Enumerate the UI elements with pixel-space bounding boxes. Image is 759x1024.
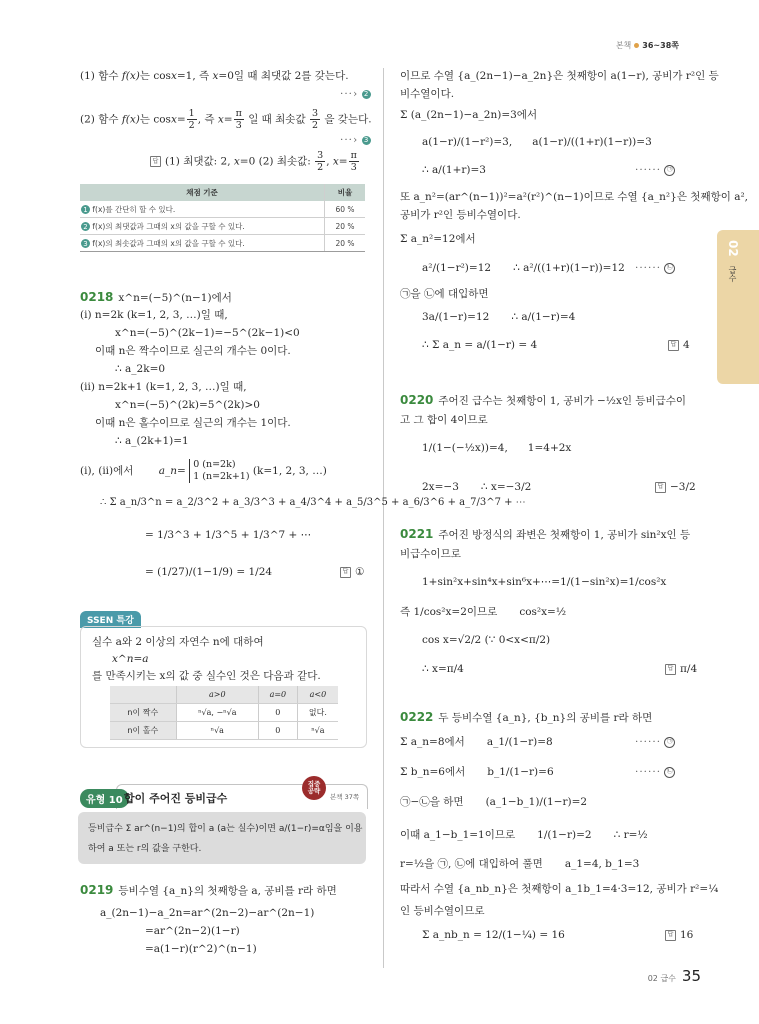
text-fragment: 집중 xyxy=(307,780,321,788)
solution-line-1 xyxy=(80,69,349,83)
text-fragment: Σ a_n=8에서 xyxy=(400,736,465,748)
text-fragment: 0 xyxy=(258,704,297,722)
problem-0219-intro xyxy=(80,883,337,898)
page-footer xyxy=(648,967,701,985)
ssen-table xyxy=(110,686,338,740)
eq-marker xyxy=(635,163,675,177)
text-fragment: π/4 xyxy=(680,663,698,675)
text-fragment: π xyxy=(235,108,242,119)
page-number: 35 xyxy=(681,967,701,985)
text-fragment: f(x)를 간단히 할 수 있다. xyxy=(92,204,176,214)
text-fragment xyxy=(110,686,338,704)
dot-icon xyxy=(634,43,639,48)
type-title: 합이 주어진 등비급수 xyxy=(124,792,228,805)
text-fragment: n이 홀수 xyxy=(110,722,176,740)
text-fragment: ···› xyxy=(340,134,359,146)
problem-0220-intro xyxy=(400,393,686,408)
text-fragment: f(x)의 최솟값과 그때의 x의 값을 구할 수 있다. xyxy=(92,238,245,248)
grading-criteria-table xyxy=(80,184,365,252)
page-reference xyxy=(616,40,679,51)
text-fragment xyxy=(187,108,197,131)
text-fragment: 2 xyxy=(311,120,318,131)
right-line: 비수열이다. xyxy=(400,88,455,100)
text-fragment: b_1/(1−r)=6 xyxy=(487,766,554,778)
text-fragment: 등비수열 {a_n}의 첫째항을 a, 공비를 r라 하면 xyxy=(118,885,337,897)
text-fragment: r=½을 ㉠, ㉡에 대입하여 풀면 xyxy=(400,858,543,870)
answer-icon: 답 xyxy=(150,156,161,167)
answer-line xyxy=(665,928,693,942)
text-fragment xyxy=(189,459,249,483)
problem-0218-line: (ii) n=2k+1 (k=1, 2, 3, …)일 때, xyxy=(80,381,247,393)
text-fragment: =0 (2) 최솟값: xyxy=(239,155,315,168)
text-fragment: ······ xyxy=(635,766,662,778)
text-fragment: 두 등비수열 {a_n}, {b_n}의 공비를 r라 하면 xyxy=(438,712,653,724)
problem-0222-line xyxy=(400,735,553,749)
text-fragment: a(1−r)/(1−r²)=3, xyxy=(422,136,513,148)
text-fragment: 주어진 급수는 첫째항이 1, 공비가 −½x인 등비급수이 xyxy=(438,395,687,407)
step-marker-2 xyxy=(340,87,371,101)
eq-marker xyxy=(635,735,675,749)
text-fragment: ∴ r=½ xyxy=(613,829,648,841)
text-fragment xyxy=(110,686,176,704)
text-fragment: f(x)의 최댓값과 그때의 x의 값을 구할 수 있다. xyxy=(92,221,245,231)
text-fragment: ⁿ√a, −ⁿ√a xyxy=(176,704,258,722)
text-fragment xyxy=(310,108,320,131)
text-fragment: (k=1, 2, 3, …) xyxy=(252,465,327,477)
answer-icon: 답 xyxy=(665,664,676,675)
problem-0222-line: Σ a_nb_n = 12/(1−¼) = 16 xyxy=(422,929,565,941)
problem-number: 0218 xyxy=(80,290,114,304)
text-fragment: f(x) xyxy=(121,70,140,82)
table-row xyxy=(110,722,338,740)
problem-0221-line: ∴ x=π/4 xyxy=(422,663,464,675)
problem-0222-line xyxy=(400,828,648,842)
criteria-header: 채점 기준 xyxy=(80,184,325,201)
right-line: ∴ a/(1+r)=3 xyxy=(422,164,486,176)
circle-1-icon: ㉠ xyxy=(664,165,675,176)
type-badge: 유형 10 xyxy=(80,789,129,808)
text-fragment: ······ xyxy=(635,164,662,176)
text-fragment: a>0 xyxy=(176,686,258,704)
text-fragment: 16 xyxy=(680,929,694,941)
text-fragment: ① xyxy=(355,566,365,578)
problem-0221-intro xyxy=(400,527,690,542)
answer-icon: 답 xyxy=(668,340,679,351)
ratio-header: 비율 xyxy=(325,184,366,201)
text-fragment: x xyxy=(332,155,339,168)
eq-marker xyxy=(635,261,675,275)
problem-0222-line xyxy=(400,765,554,779)
problem-0221-line: cos x=√2/2 (∵ 0<x<π/2) xyxy=(422,634,551,646)
text-fragment: 3 xyxy=(235,120,242,131)
step-2-icon: 2 xyxy=(81,222,90,231)
table-row xyxy=(80,235,365,252)
text-fragment xyxy=(80,218,325,235)
problem-0222-intro xyxy=(400,710,652,725)
text-fragment: 주어진 방정식의 좌변은 첫째항이 1, 공비가 sin²x인 등 xyxy=(438,529,691,541)
text-fragment: 1 (n=2k+1) xyxy=(193,471,250,482)
text-fragment: 3 xyxy=(311,108,318,119)
text-fragment: 즉 1/cos²x=2이므로 xyxy=(400,606,498,618)
chapter-number: 02 xyxy=(726,240,740,257)
problem-0218-line: (i) n=2k (k=1, 2, 3, …)일 때, xyxy=(80,309,228,321)
answer-line xyxy=(340,565,364,579)
text-fragment: , 즉 xyxy=(197,113,218,126)
text-fragment: −3/2 xyxy=(670,481,696,493)
text-fragment: 3 xyxy=(317,150,324,161)
footer-chapter: 02 급수 xyxy=(647,974,676,983)
text-fragment: a<0 xyxy=(297,686,338,704)
text-fragment: cos²x=½ xyxy=(519,606,567,618)
table-row xyxy=(80,218,365,235)
step-3-icon: 3 xyxy=(362,136,371,145)
problem-0218-line: 이때 n은 짝수이므로 실근의 개수는 0이다. xyxy=(95,345,291,357)
text-fragment: a_n= xyxy=(158,465,186,477)
text-fragment: =1, 즉 xyxy=(176,70,213,82)
text-fragment: 이때 a_1−b_1=1이므로 xyxy=(400,829,516,841)
text-fragment: 60 % xyxy=(325,201,366,218)
circle-2-icon: ㉡ xyxy=(664,263,675,274)
text-fragment: x xyxy=(217,113,224,126)
right-line: ∴ Σ a_n = a/(1−r) = 4 xyxy=(422,339,538,351)
text-fragment: a_1/(1−r)=8 xyxy=(486,736,553,748)
text-fragment: 을 갖는다. xyxy=(320,113,372,126)
tip-line: 하여 a 또는 r의 값을 구한다. xyxy=(88,844,202,854)
focus-badge xyxy=(302,776,326,800)
text-fragment: 2 xyxy=(317,162,324,173)
answer-line xyxy=(150,150,360,173)
text-fragment: 3 xyxy=(350,162,357,173)
text-fragment: (i), (ii)에서 xyxy=(80,465,134,477)
text-fragment xyxy=(80,201,325,218)
problem-0222-line: 따라서 수열 {a_nb_n}은 첫째항이 a_1b_1=4·3=12, 공비가 r²=¼ xyxy=(400,883,719,895)
ssen-line: 를 만족시키는 x의 값 중 실수인 것은 다음과 같다. xyxy=(92,670,321,682)
problem-number: 0222 xyxy=(400,710,434,724)
text-fragment xyxy=(315,150,325,173)
solution-line-2 xyxy=(80,108,372,131)
text-fragment: x xyxy=(170,113,177,126)
text-fragment xyxy=(80,184,365,252)
text-fragment: , xyxy=(326,155,333,168)
text-fragment: 1/(1−r)=2 xyxy=(537,829,592,841)
problem-number: 0220 xyxy=(400,393,434,407)
text-fragment: Σ b_n=6에서 xyxy=(400,766,466,778)
table-row xyxy=(110,704,338,722)
ssen-tab: SSEN 특강 xyxy=(80,611,141,628)
text-fragment xyxy=(110,686,338,740)
right-line: ㉠을 ㉡에 대입하면 xyxy=(400,288,489,300)
tip-line: 등비급수 Σ ar^(n−1)의 합이 a (a는 실수)이면 a/(1−r)=α임을 이용 xyxy=(88,824,363,834)
text-fragment: 4 xyxy=(683,339,690,351)
problem-0219-line: =ar^(2n−2)(1−r) xyxy=(145,925,240,937)
problem-number: 0221 xyxy=(400,527,434,541)
chapter-title: 급수 xyxy=(728,266,737,282)
chapter-side-tab[interactable] xyxy=(717,230,759,384)
problem-0219-line: =a(1−r)(r^2)^(n−1) xyxy=(145,943,257,955)
text-fragment: ⁿ√a xyxy=(297,722,338,740)
right-line: 이므로 수열 {a_(2n−1)−a_2n}은 첫째항이 a(1−r), 공비가 r²인 등 xyxy=(400,70,719,82)
text-fragment: 2 xyxy=(188,120,195,131)
problem-0218-line: ∴ a_2k=0 xyxy=(115,363,166,375)
step-2-icon: 2 xyxy=(362,90,371,99)
answer-icon: 답 xyxy=(655,482,666,493)
problem-number: 0219 xyxy=(80,883,114,897)
text-fragment: (1) 함수 xyxy=(80,70,122,82)
column-divider xyxy=(383,68,384,968)
problem-0218-line: ∴ a_(2k+1)=1 xyxy=(115,435,189,447)
ref-label: 본책 xyxy=(615,41,632,50)
text-fragment: 3a/(1−r)=12 xyxy=(422,311,490,323)
step-marker-3 xyxy=(340,133,371,147)
text-fragment: a_1=4, b_1=3 xyxy=(564,858,640,870)
text-fragment xyxy=(234,108,244,131)
text-fragment: 1 xyxy=(188,108,195,119)
step-3-icon: 3 xyxy=(81,239,90,248)
step-1-icon: 1 xyxy=(81,205,90,214)
tip-box xyxy=(78,812,366,864)
text-fragment: 는 cos xyxy=(139,113,171,126)
problem-0221-line: 비급수이므로 xyxy=(400,548,461,560)
ssen-line: x^n=a xyxy=(112,653,149,665)
right-line: 공비가 r²인 등비수열이다. xyxy=(400,209,521,221)
problem-0218-line: x^n=(−5)^(2k−1)=−5^(2k−1)<0 xyxy=(115,327,300,339)
problem-0220-line xyxy=(422,480,531,494)
right-line xyxy=(422,261,625,275)
text-fragment: =0일 때 최댓값 2를 갖는다. xyxy=(218,70,349,82)
problem-0218-line xyxy=(80,459,327,483)
right-line: Σ a_n²=12에서 xyxy=(400,233,476,245)
table-row xyxy=(80,201,365,218)
problem-0220-line: 고 그 합이 4이므로 xyxy=(400,414,488,426)
problem-0222-line xyxy=(400,795,587,809)
text-fragment: n이 짝수 xyxy=(110,704,176,722)
text-fragment: x xyxy=(212,70,219,82)
problem-0218-sum: ∴ Σ a_n/3^n = a_2/3^2 + a_3/3^3 + a_4/3^4 + a_5/3^5 + a_6/3^6 + a_7/3^7 + ⋯ xyxy=(100,497,526,508)
text-fragment: = xyxy=(338,155,348,168)
problem-0218-line: 이때 n은 홀수이므로 실근의 개수는 1이다. xyxy=(95,417,291,429)
right-line xyxy=(422,135,652,149)
problem-0218-sum: = (1/27)/(1−1/9) = 1/24 xyxy=(145,566,273,578)
circle-1-icon: ㉠ xyxy=(664,737,675,748)
text-fragment xyxy=(349,150,359,173)
problem-0222-line xyxy=(400,857,639,871)
text-fragment: 없다. xyxy=(297,704,338,722)
text-fragment: x xyxy=(233,155,240,168)
text-fragment: = xyxy=(176,113,186,126)
ssen-line: 실수 a와 2 이상의 자연수 n에 대하여 xyxy=(92,636,264,648)
text-fragment: 2x=−3 xyxy=(422,481,459,493)
text-fragment: (a_1−b_1)/(1−r)=2 xyxy=(485,796,588,808)
text-fragment: ∴ x=−3/2 xyxy=(480,481,532,493)
text-fragment: ∴ a/(1−r)=4 xyxy=(511,311,576,323)
eq-marker xyxy=(635,765,675,779)
text-fragment: a²/(1−r²)=12 xyxy=(422,262,492,274)
text-fragment: ⁿ√a xyxy=(176,722,258,740)
text-fragment: 0 xyxy=(258,722,297,740)
right-line: Σ (a_(2n−1)−a_2n)=3에서 xyxy=(400,109,538,121)
text-fragment: a=0 xyxy=(258,686,297,704)
problem-0220-line xyxy=(422,441,571,455)
text-fragment: 20 % xyxy=(325,235,366,252)
circle-2-icon: ㉡ xyxy=(664,767,675,778)
text-fragment: 20 % xyxy=(325,218,366,235)
text-fragment: 0 (n=2k) xyxy=(193,459,236,470)
text-fragment: ㉠−㉡을 하면 xyxy=(400,796,464,808)
text-fragment: π xyxy=(350,150,357,161)
answer-line xyxy=(655,480,696,494)
answer-icon: 답 xyxy=(340,567,351,578)
problem-0219-line: a_(2n−1)−a_2n=ar^(2n−2)−ar^(2n−1) xyxy=(100,907,315,919)
text-fragment: x xyxy=(170,70,177,82)
text-fragment: 공략 xyxy=(307,787,321,795)
type-reference[interactable]: 본책 37쪽 xyxy=(330,793,360,801)
problem-0218-sum: = 1/3^3 + 1/3^5 + 1/3^7 + ⋯ xyxy=(145,529,312,541)
text-fragment: f(x) xyxy=(121,113,140,126)
text-fragment: 는 cos xyxy=(139,70,171,82)
text-fragment: (2) 함수 xyxy=(80,113,122,126)
problem-0218-intro xyxy=(80,290,232,305)
text-fragment xyxy=(80,184,365,201)
ref-pages: 36~38쪽 xyxy=(642,41,679,50)
text-fragment: x^n=(−5)^(n−1)에서 xyxy=(118,292,232,304)
text-fragment: = xyxy=(223,113,233,126)
right-line: 또 a_n²=(ar^(n−1))²=a²(r²)^(n−1)이므로 수열 {a_n²}은 첫째항이 a², xyxy=(400,191,749,203)
text-fragment: a(1−r)/((1+r)(1−r))=3 xyxy=(532,136,652,148)
problem-0218-line: x^n=(−5)^(2k)=5^(2k)>0 xyxy=(115,399,260,411)
answer-line xyxy=(665,662,697,676)
problem-0221-line xyxy=(400,605,566,619)
text-fragment: ······ xyxy=(635,736,662,748)
text-fragment: 1/(1−(−½x))=4, xyxy=(422,442,508,454)
problem-0222-line: 인 등비수열이므로 xyxy=(400,905,485,917)
answer-icon: 답 xyxy=(665,930,676,941)
text-fragment: (1) 최댓값: 2, xyxy=(165,155,234,168)
text-fragment: ···› xyxy=(340,88,359,100)
problem-0221-line: 1+sin²x+sin⁴x+sin⁶x+⋯=1/(1−sin²x)=1/cos²x xyxy=(422,576,667,588)
text-fragment: 1=4+2x xyxy=(527,442,572,454)
text-fragment: ∴ a²/((1+r)(1−r))=12 xyxy=(513,262,625,274)
right-line xyxy=(422,310,575,324)
text-fragment: ······ xyxy=(635,262,662,274)
answer-line xyxy=(668,338,690,352)
text-fragment: 일 때 최솟값 xyxy=(244,113,309,126)
text-fragment xyxy=(80,235,325,252)
